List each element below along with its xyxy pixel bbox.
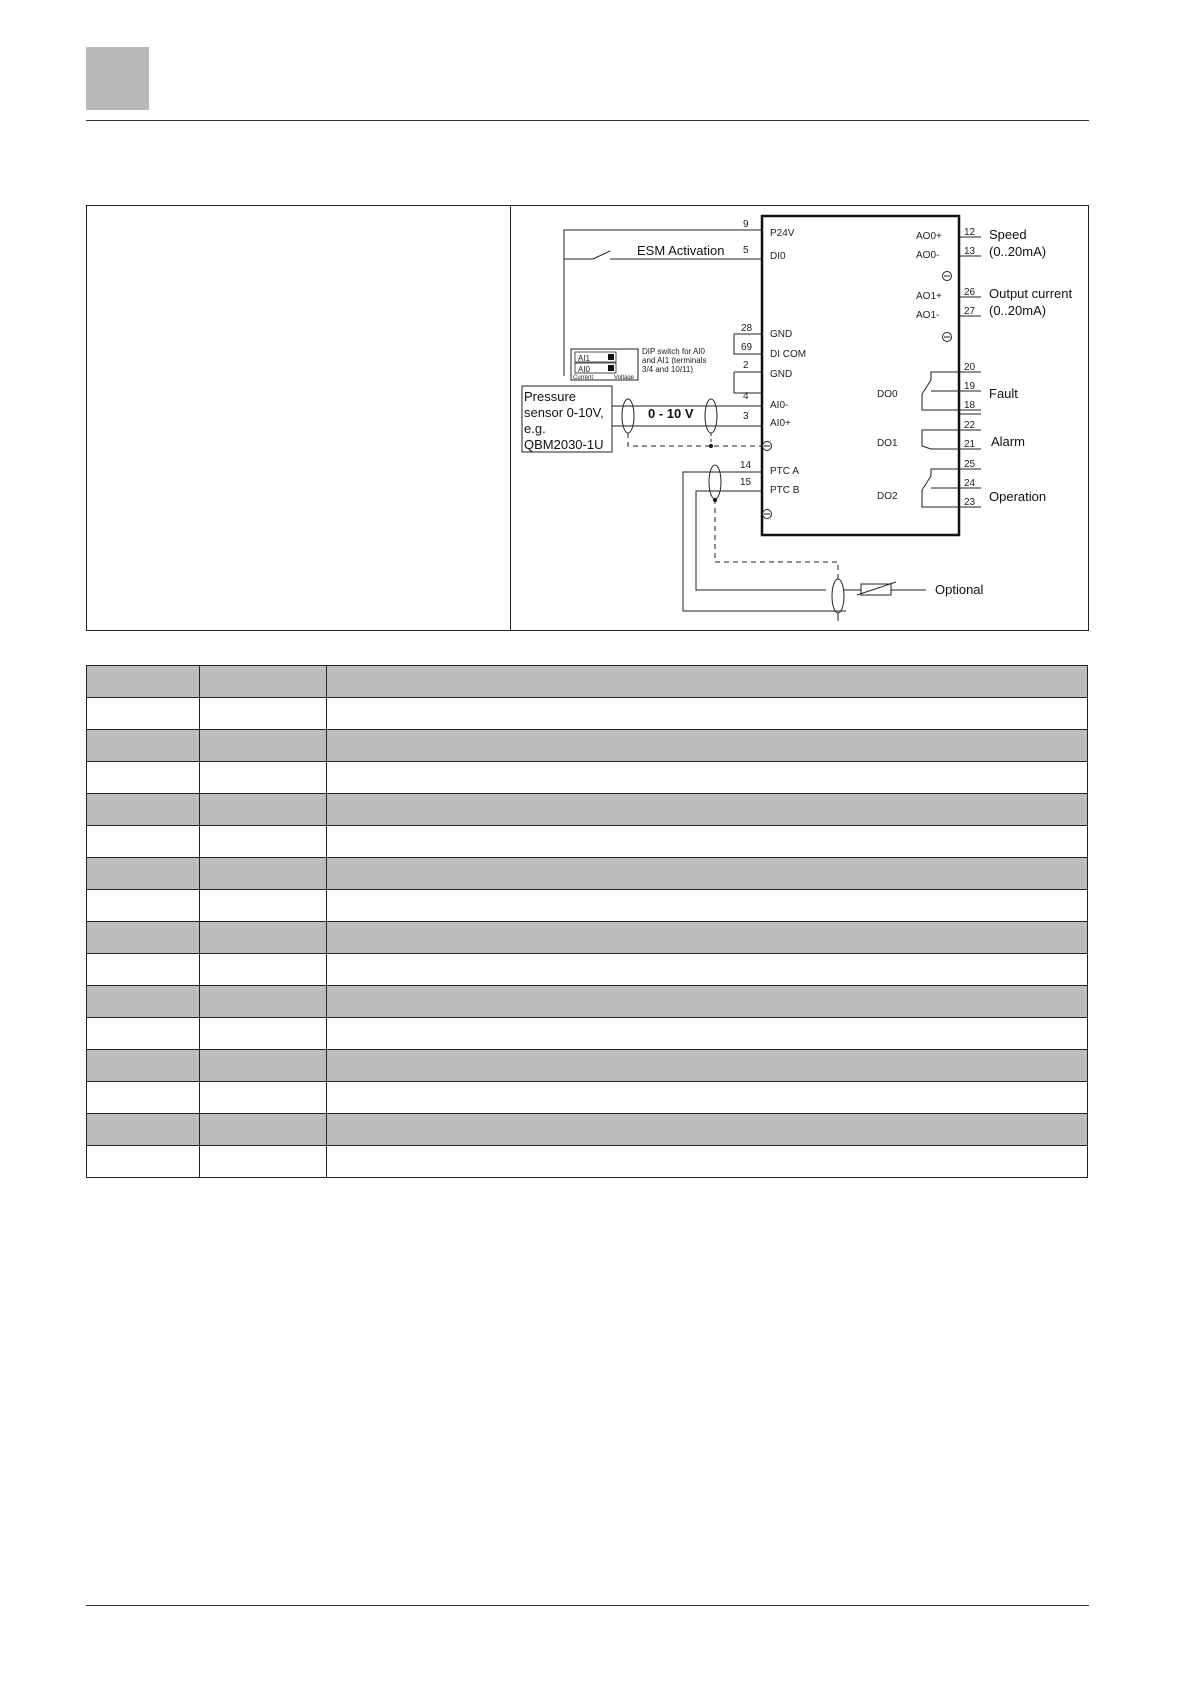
terminal-num-25: 25 — [964, 459, 976, 470]
table-cell — [327, 1114, 1088, 1146]
table-row — [87, 954, 1088, 986]
sensor-line-1: Pressure — [524, 389, 577, 404]
pressure-sensor — [522, 386, 612, 452]
table-row — [87, 1018, 1088, 1050]
terminal-label-ptc-b: PTC B — [770, 485, 800, 496]
table-cell — [87, 698, 200, 730]
terminal-num-19: 19 — [964, 381, 976, 392]
table-cell — [87, 762, 200, 794]
table-row — [87, 922, 1088, 954]
table-row — [87, 986, 1088, 1018]
table-cell — [327, 794, 1088, 826]
table-cell — [87, 890, 200, 922]
table-cell — [327, 890, 1088, 922]
table-cell — [87, 1114, 200, 1146]
table-row — [87, 890, 1088, 922]
relay-contacts — [922, 372, 959, 507]
table-cell — [87, 730, 200, 762]
voltage-range-label: 0 - 10 V — [648, 406, 694, 421]
terminal-num-26: 26 — [964, 287, 976, 298]
table-cell — [327, 1050, 1088, 1082]
dip-ai0-label: AI0 — [578, 365, 591, 374]
table-cell — [200, 858, 327, 890]
table-cell — [327, 1146, 1088, 1178]
terminal-table — [86, 665, 1088, 1178]
figure-description-cell — [87, 206, 510, 630]
table-cell — [200, 922, 327, 954]
terminal-label-do1: DO1 — [877, 438, 898, 449]
table-cell — [327, 666, 1088, 698]
junction-dot — [713, 498, 717, 502]
table-cell — [200, 890, 327, 922]
terminal-num-3: 3 — [743, 411, 749, 422]
table-row — [87, 1146, 1088, 1178]
table-cell — [327, 922, 1088, 954]
table-cell — [327, 1018, 1088, 1050]
terminal-num-20: 20 — [964, 362, 976, 373]
terminal-label-do2: DO2 — [877, 491, 898, 502]
operation-label: Operation — [989, 489, 1047, 504]
table-cell — [327, 954, 1088, 986]
terminal-label-ai0-plus: AI0+ — [770, 418, 791, 429]
sensor-wiring — [612, 399, 762, 446]
table-cell — [200, 826, 327, 858]
terminal-num-27: 27 — [964, 306, 976, 317]
table-row — [87, 730, 1088, 762]
table-cell — [87, 1050, 200, 1082]
dip-note-line-2: and AI1 (terminals — [642, 356, 707, 365]
terminal-label-ao0-plus: AO0+ — [916, 231, 942, 242]
terminal-label-ptc-a: PTC A — [770, 466, 799, 477]
speed-range-label: (0..20mA) — [989, 244, 1047, 259]
header-rule — [86, 120, 1089, 121]
table-row — [87, 1082, 1088, 1114]
terminal-label-ao0-minus: AO0- — [916, 250, 940, 261]
table-cell — [200, 698, 327, 730]
junction-dot — [709, 444, 713, 448]
terminal-label-do0: DO0 — [877, 389, 898, 400]
table-row — [87, 858, 1088, 890]
output-current-range-label: (0..20mA) — [989, 303, 1047, 318]
table-cell — [200, 666, 327, 698]
terminal-num-4: 4 — [743, 391, 749, 402]
table-cell — [327, 762, 1088, 794]
table-cell — [200, 1082, 327, 1114]
table-cell — [200, 1018, 327, 1050]
table-row — [87, 1114, 1088, 1146]
esm-activation-label: ESM Activation — [637, 243, 725, 258]
table-cell — [327, 698, 1088, 730]
ground-symbols — [763, 272, 952, 519]
dip-note-line-1: DIP switch for AI0 — [642, 347, 705, 356]
table-cell — [87, 1082, 200, 1114]
table-cell — [87, 954, 200, 986]
table-cell — [200, 1146, 327, 1178]
terminal-num-28: 28 — [741, 323, 753, 334]
terminal-label-gnd-2: GND — [770, 369, 793, 380]
output-current-label: Output current — [989, 286, 1073, 301]
wiring-diagram — [511, 206, 1089, 630]
table-cell — [200, 762, 327, 794]
right-terminals — [877, 227, 976, 508]
table-cell — [87, 794, 200, 826]
terminal-num-2: 2 — [743, 360, 749, 371]
table-cell — [87, 986, 200, 1018]
terminal-num-12: 12 — [964, 227, 976, 238]
terminal-num-23: 23 — [964, 497, 976, 508]
optional-label: Optional — [935, 582, 984, 597]
terminal-num-69: 69 — [741, 342, 753, 353]
terminal-num-24: 24 — [964, 478, 976, 489]
figure-frame — [86, 205, 1089, 631]
terminal-table-body — [87, 666, 1088, 1178]
table-row — [87, 826, 1088, 858]
dip-switch-block — [571, 347, 706, 381]
sensor-line-3: e.g. — [524, 421, 546, 436]
table-cell — [327, 1082, 1088, 1114]
terminal-num-22: 22 — [964, 420, 976, 431]
terminal-num-9: 9 — [743, 219, 749, 230]
table-cell — [327, 986, 1088, 1018]
terminal-label-gnd-28: GND — [770, 329, 793, 340]
fault-label: Fault — [989, 386, 1018, 401]
table-cell — [327, 730, 1088, 762]
table-row — [87, 698, 1088, 730]
table-row — [87, 794, 1088, 826]
table-cell — [200, 1114, 327, 1146]
table-cell — [200, 1050, 327, 1082]
alarm-label: Alarm — [991, 434, 1025, 449]
dip-voltage-label: Voltage — [614, 375, 635, 381]
terminal-num-5: 5 — [743, 245, 749, 256]
table-cell — [87, 1018, 200, 1050]
terminal-num-13: 13 — [964, 246, 976, 257]
sensor-line-4: QBM2030-1U — [524, 437, 604, 452]
terminal-num-15: 15 — [740, 477, 752, 488]
table-cell — [87, 826, 200, 858]
left-terminals — [740, 219, 806, 496]
table-cell — [200, 730, 327, 762]
speed-label: Speed — [989, 227, 1027, 242]
table-cell — [327, 858, 1088, 890]
table-cell — [87, 666, 200, 698]
terminal-num-18: 18 — [964, 400, 976, 411]
terminal-label-ao1-minus: AO1- — [916, 310, 940, 321]
terminal-num-14: 14 — [740, 460, 752, 471]
terminal-label-dicom: DI COM — [770, 349, 807, 360]
table-row — [87, 666, 1088, 698]
footer-rule — [86, 1605, 1089, 1606]
header-logo-block — [86, 47, 149, 110]
dip-current-label: Current — [573, 375, 594, 381]
table-cell — [200, 986, 327, 1018]
sensor-line-2: sensor 0-10V, — [524, 405, 604, 420]
terminal-label-di0: DI0 — [770, 251, 786, 262]
table-cell — [87, 1146, 200, 1178]
ptc-wiring — [683, 465, 926, 621]
table-row — [87, 762, 1088, 794]
terminal-num-21: 21 — [964, 439, 976, 450]
table-row — [87, 1050, 1088, 1082]
dip-note-line-3: 3/4 and 10/11) — [642, 365, 694, 374]
table-cell — [200, 794, 327, 826]
dip-ai1-label: AI1 — [578, 354, 591, 363]
terminal-label-ao1-plus: AO1+ — [916, 291, 942, 302]
table-cell — [87, 922, 200, 954]
table-cell — [200, 954, 327, 986]
table-cell — [87, 858, 200, 890]
table-cell — [327, 826, 1088, 858]
terminal-label-ai0-minus: AI0- — [770, 400, 789, 411]
terminal-label-p24v: P24V — [770, 228, 795, 239]
output-labels — [637, 227, 1072, 597]
